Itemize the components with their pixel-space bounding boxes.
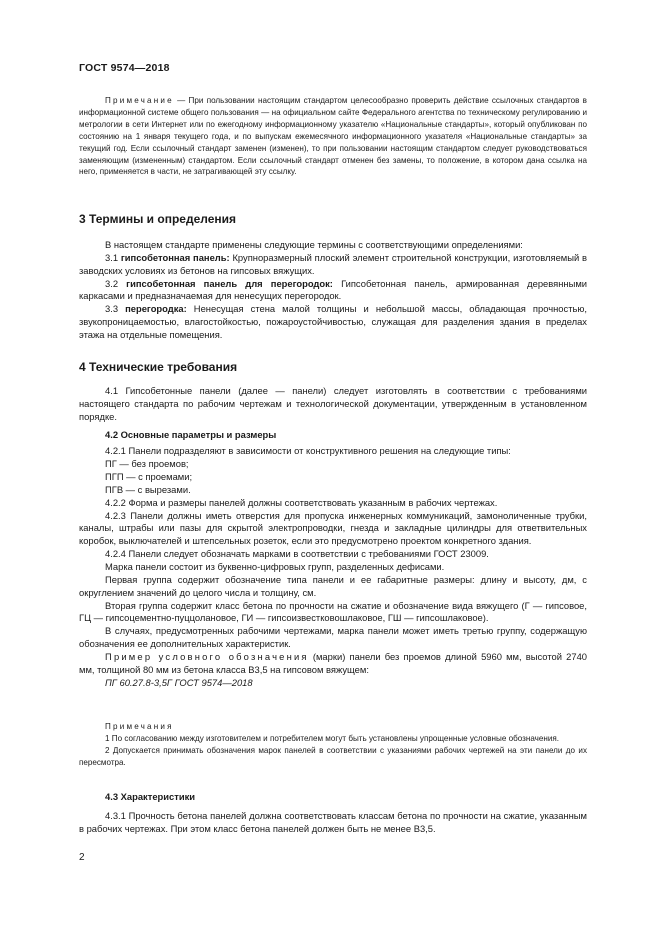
subsection-4-2-title: 4.2 Основные параметры и размеры xyxy=(105,428,277,440)
standard-header: ГОСТ 9574—2018 xyxy=(79,62,170,74)
term-definition: Крупноразмерный плоский элемент строительной конструкции, изготовляемый в заводских условиях из бетонов на гипсовых вяжущих. xyxy=(79,251,588,276)
example-mark: ПГ 60.27.8-3,5Г ГОСТ 9574—2018 xyxy=(105,676,253,688)
section-4-body xyxy=(79,385,587,689)
panel-type-pgp: ПГП — с проемами; xyxy=(105,471,193,483)
reference-note xyxy=(79,95,587,178)
mark-group-2: Вторая группа содержит класс бетона по прочности на сжатие и обозначение вида вяжущего (Г — гипсовое, ГЦ — гипсоцементно-пуццолановое, ГИ — гипсоизвестковошлаковое, ГШ — гипсошлаковое). xyxy=(79,599,587,624)
term-number: 3.2 xyxy=(105,277,127,289)
mark-group-3: В случаях, предусмотренных рабочими чертежами, марка панели может иметь третью группу, содержащую обозначения ее дополнительных характеристик. xyxy=(79,625,587,650)
section-4 xyxy=(79,361,587,374)
clause-4-2-1: 4.2.1 Панели подразделяют в зависимости от конструктивного решения на следующие типы: xyxy=(105,445,511,457)
note-1: 1 По согласованию между изготовителем и потребителем могут быть установлены упрощенные условные обозначения. xyxy=(105,733,559,743)
mark-structure: Марка панели состоит из буквенно-цифровых групп, разделенных дефисами. xyxy=(105,560,445,572)
clause-4-1: 4.1 Гипсобетонные панели (далее — панели) следует изготовлять в соответствии с требованиями настоящего стандарта по рабочим чертежам и технологической документации, утвержденным в установленном порядке. xyxy=(79,385,587,422)
note-text: — При пользовании настоящим стандартом целесообразно проверить действие ссылочных стандартов в информационной системе общего пользования — на официальном сайте Федерального агентства по техническому регулированию и метрологии в сети Интернет или по ежегодному информационному указателю «Национальные стандарты», который опубликован по состоянию на 1 января текущего года, и по выпускам ежемесячного информационного указателя «Национальные стандарты» за текущий год. Если ссылочный стандарт заменен (изменен), то при пользовании настоящим стандартом следует руководствоваться заменяющим (измененным) стандартом. Если ссылочный стандарт отменен без замены, то положение, в котором дана ссылка на него, применяется в части, не затрагивающей эту ссылку. xyxy=(79,96,587,177)
designation-example xyxy=(79,651,587,677)
term-definition: Ненесущая стена малой толщины и небольшой массы, обладающая прочностью, звукопроницаемостью, влагостойкостью, пожароустойчивостью, служащая для разделения здания в пределах этажа на отдельные помещения. xyxy=(79,303,588,340)
example-label: Пример условного обозначения xyxy=(105,650,309,662)
term-name: гипсобетонная панель для перегородок: xyxy=(126,277,333,289)
term-name: перегородка: xyxy=(125,303,187,315)
subsection-4-3 xyxy=(79,791,587,836)
term-name: гипсобетонная панель: xyxy=(120,251,230,263)
mark-group-1: Первая группа содержит обозначение типа панели и ее габаритные размеры: длину и высоту, дм, с округлением значений до целого числа и толщину, см. xyxy=(79,573,587,598)
notes-label: Примечания xyxy=(105,722,174,731)
example-text: (марки) панели без проемов длиной 5960 мм, высотой 2740 мм, толщиной 80 мм из бетона класса В3,5 на гипсовом вяжущем: xyxy=(79,650,587,675)
section-4-title: 4 Технические требования xyxy=(79,360,238,374)
term-3-3 xyxy=(79,303,587,342)
term-number: 3.1 xyxy=(105,251,121,263)
clause-4-3-1: 4.3.1 Прочность бетона панелей должна соответствовать классам бетона по прочности на сжатие, указанным в рабочих чертежах. При этом класс бетона панелей должен быть не менее В3,5. xyxy=(79,809,587,834)
clause-4-2-4: 4.2.4 Панели следует обозначать марками в соответствии с требованиями ГОСТ 23009. xyxy=(105,548,489,560)
note-2: 2 Допускается принимать обозначения марок панелей в соответствии с указаниями рабочих чертежей на эти панели до их пересмотра. xyxy=(79,745,587,767)
section-3-body xyxy=(79,239,587,342)
clause-4-2-2: 4.2.2 Форма и размеры панелей должны соответствовать указанным в рабочих чертежах. xyxy=(105,496,498,508)
notes-block xyxy=(79,721,587,769)
term-number: 3.3 xyxy=(105,303,126,315)
note-label: Примечание xyxy=(105,96,174,105)
page-number: 2 xyxy=(79,852,85,863)
note-paragraph xyxy=(79,95,587,178)
panel-type-pg: ПГ — без проемов; xyxy=(105,458,189,470)
section-3-intro: В настоящем стандарте применены следующие термины с соответствующими определениями: xyxy=(105,239,523,250)
section-3-title: 3 Термины и определения xyxy=(79,212,237,226)
term-3-1 xyxy=(79,252,587,278)
term-3-2 xyxy=(79,278,587,304)
term-definition: Гипсобетонная панель, армированная деревянными каркасами и предназначаемая для ненесущих перегородок. xyxy=(79,277,587,302)
clause-4-2-3: 4.2.3 Панели должны иметь отверстия для пропуска инженерных коммуникаций, замоноличенные трубки, каналы, штрабы или пазы для скрытой электропроводки, гнезда и закладные цилиндры для ответвительных коробок, выключателей и штепсельных розеток, если это предусмотрено проектом конкретного здания. xyxy=(79,509,587,547)
panel-type-pgv: ПГВ — с вырезами. xyxy=(105,483,191,495)
subsection-4-3-title: 4.3 Характеристики xyxy=(105,791,196,802)
section-3 xyxy=(79,213,587,226)
